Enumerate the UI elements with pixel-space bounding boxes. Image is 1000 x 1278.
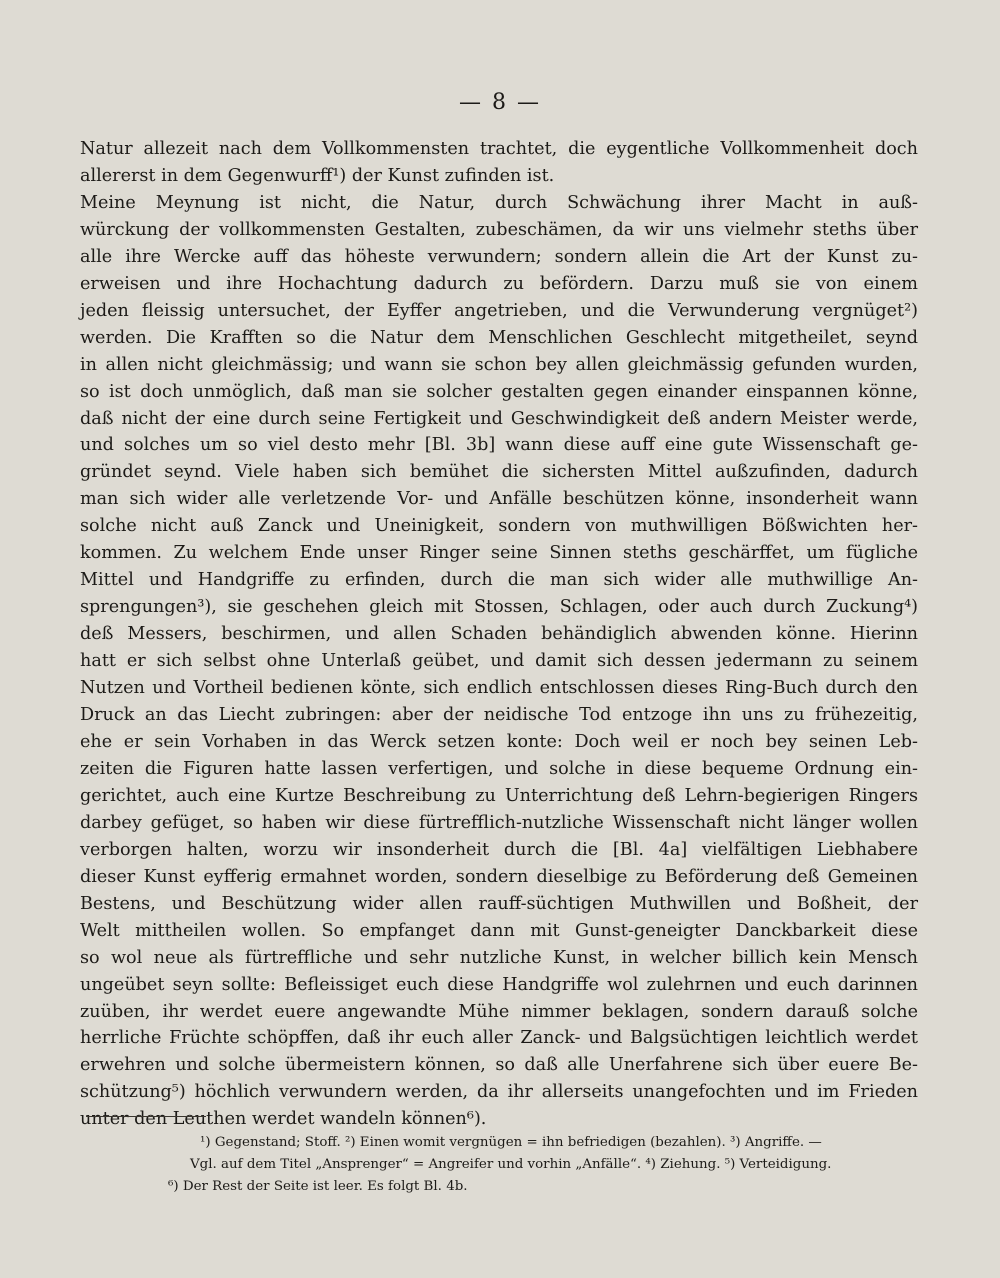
text-line: ehe er sein Vorhaben in das Werck setzen konte: Doch weil er noch bey seinen Leb- (80, 731, 918, 752)
footnote-line: Vgl. auf dem Titel „Ansprenger“ = Angreifer und vorhin „Anfälle“. ⁴) Ziehung. ⁵) Verteidigung. (190, 1157, 832, 1172)
text-line: deß Messers, beschirmen, und allen Schaden behändiglich abwenden könne. Hierinn (80, 624, 918, 645)
text-line: gerichtet, auch eine Kurtze Beschreibung zu Unterrichtung deß Lehrn-begierigen Ringers (80, 785, 918, 806)
text-line: hatt er sich selbst ohne Unterlaß geübet, und damit sich dessen jedermann zu seinem (80, 651, 918, 672)
text-line: so wol neue als fürtreffliche und sehr nutzliche Kunst, in welcher billich kein Mensch (80, 947, 918, 968)
text-line: kommen. Zu welchem Ende unser Ringer seine Sinnen steths geschärffet, um fügliche (80, 543, 918, 564)
text-line: darbey gefüget, so haben wir diese fürtrefflich-nutzliche Wissenschaft nicht länger wollen (80, 812, 918, 833)
footnote-line: ¹) Gegenstand; Stoff. ²) Einen womit vergnügen = ihn befriedigen (bezahlen). ³) Angriffe. — (200, 1135, 822, 1150)
text-line: sprengungen³), sie geschehen gleich mit Stossen, Schlagen, oder auch durch Zuckung⁴) (80, 597, 918, 618)
text-line: Druck an das Liecht zubringen: aber der neidische Tod entzoge ihn uns zu frühezeitig, (80, 705, 918, 726)
text-line: Welt mittheilen wollen. So empfanget dann mit Gunst-geneigter Danckbarkeit diese (80, 920, 918, 941)
text-line: Natur allezeit nach dem Vollkommensten trachtet, die eygentliche Vollkommenheit doch (80, 139, 918, 159)
text-line: jeden fleissig untersuchet, der Eyffer angetrieben, und die Verwunderung vergnüget²) (80, 300, 918, 321)
text-line: unter den Leuthen werdet wandeln können⁶). (80, 1109, 487, 1130)
text-line: in allen nicht gleichmässig; und wann sie schon bey allen gleichmässig gefunden wurden, (80, 354, 918, 375)
text-line: daß nicht der eine durch seine Fertigkeit und Geschwindigkeit deß andern Meister werde, (80, 408, 918, 429)
text-line: allererst in dem Gegenwurff¹) der Kunst zufinden ist. (80, 165, 555, 186)
footnotes (80, 1132, 922, 1198)
text-line: Bestens, und Beschützung wider allen rauff-süchtigen Muthwillen und Boßheit, der (80, 893, 918, 914)
text-line: Meine Meynung ist nicht, die Natur, durch Schwächung ihrer Macht in auß- (80, 192, 918, 213)
text-line: zeiten die Figuren hatte lassen verfertigen, und solche in diese bequeme Ordnung ein- (80, 758, 918, 779)
body-text (80, 136, 918, 1133)
text-line: dieser Kunst eyfferig ermahnet worden, sondern dieselbige zu Beförderung deß Gemeinen (80, 866, 918, 887)
text-line: schützung⁵) höchlich verwundern werden, da ihr allerseits unangefochten und im Frieden (80, 1082, 918, 1103)
text-line: solche nicht auß Zanck und Uneinigkeit, sondern von muthwilligen Bößwichten her- (80, 516, 918, 537)
text-line: gründet seynd. Viele haben sich bemühet die sichersten Mittel außzufinden, dadurch (80, 462, 918, 483)
text-line: erwehren und solche übermeistern können, so daß alle Unerfahrene sich über euere Be- (80, 1055, 918, 1076)
text-line: verborgen halten, worzu wir insonderheit durch die [Bl. 4a] vielfältigen Liebhabere (80, 839, 918, 860)
text-line: Mittel und Handgriffe zu erfinden, durch die man sich wider alle muthwillige An- (80, 570, 918, 591)
text-line: ungeübet seyn sollte: Befleissiget euch diese Handgriffe wol zulehrnen und euch darinnen (80, 974, 918, 995)
text-line: herrliche Früchte schöpffen, daß ihr euch aller Zanck- und Balgsüchtigen leichtlich werdet (80, 1028, 918, 1049)
text-line: man sich wider alle verletzende Vor- und Anfälle beschützen könne, insonderheit wann (80, 489, 918, 510)
text-line: Nutzen und Vortheil bedienen könte, sich endlich entschlossen dieses Ring-Buch durch den (80, 678, 918, 699)
text-line: würckung der vollkommensten Gestalten, zubeschämen, da wir uns vielmehr steths über (80, 219, 918, 240)
text-line: erweisen und ihre Hochachtung dadurch zu befördern. Darzu muß sie von einem (80, 273, 918, 294)
footnote-rule (86, 1116, 206, 1117)
text-line: so ist doch unmöglich, daß man sie solcher gestalten gegen einander einspannen könne, (80, 381, 918, 402)
page-number: — 8 — (459, 90, 541, 115)
text-line: werden. Die Krafften so die Natur dem Menschlichen Geschlecht mitgetheilet, seynd (80, 327, 918, 348)
text-line: alle ihre Wercke auff das höheste verwundern; sondern allein die Art der Kunst zu- (80, 246, 918, 267)
footnote-line: ⁶) Der Rest der Seite ist leer. Es folgt Bl. 4b. (168, 1179, 468, 1194)
text-line: zuüben, ihr werdet euere angewandte Mühe nimmer beklagen, sondern darauß solche (80, 1001, 918, 1022)
text-line: und solches um so viel desto mehr [Bl. 3b] wann diese auff eine gute Wissenschaft ge- (80, 435, 918, 456)
